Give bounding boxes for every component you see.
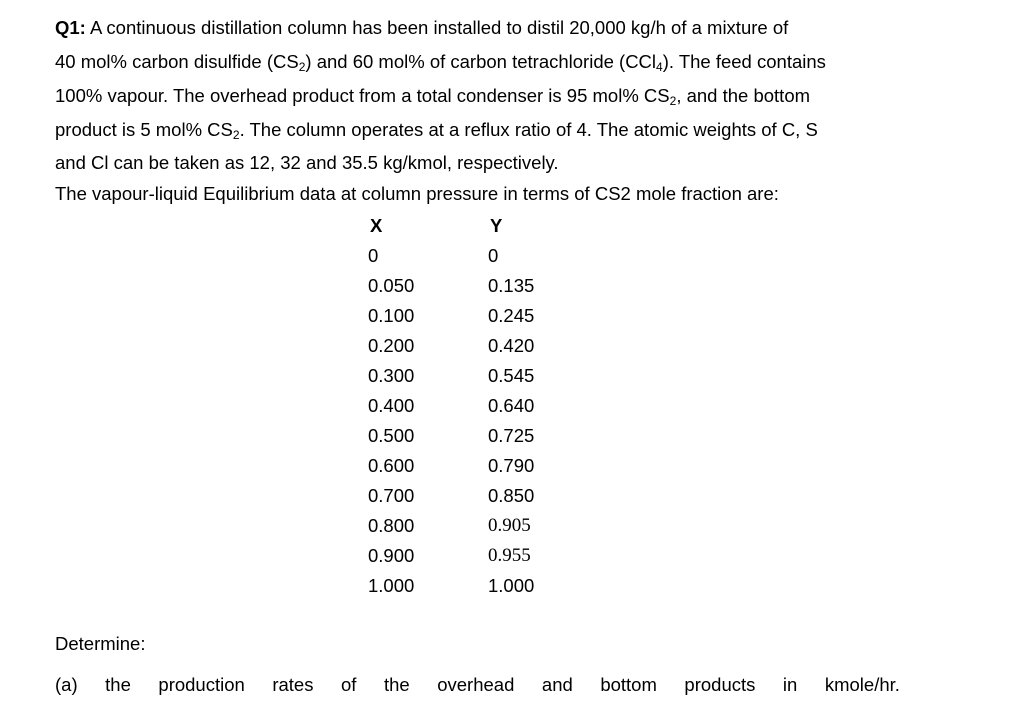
part-a-word: and (541, 674, 573, 695)
part-a-word: in (782, 674, 798, 695)
table-cell-y: 1.000 (488, 575, 535, 596)
question-line-5: and Cl can be taken as 12, 32 and 35.5 kg/kmol, respectively. (55, 152, 559, 173)
table-cell-x: 0.300 (368, 365, 415, 386)
table-cell-x: 0 (368, 245, 379, 266)
part-a-word: of (341, 674, 357, 695)
table-cell-y: 0 (488, 245, 499, 266)
table-cell-x: 0.800 (368, 515, 415, 536)
table-cell-y: 0.790 (488, 455, 535, 476)
table-cell-x: 0.900 (368, 545, 415, 566)
table-cell-y: 0.905 (488, 515, 531, 536)
question-line-1 (55, 16, 788, 40)
table-cell-y: 0.850 (488, 485, 535, 506)
question-line-2 (55, 50, 898, 74)
part-a-word: kmole/hr. (824, 674, 900, 695)
question-text: A continuous distillation column has been installed to distil 20,000 kg/h of a mixture of (89, 17, 789, 38)
part-a-word: products (684, 674, 756, 695)
part-a-question (55, 673, 900, 697)
table-cell-x: 0.600 (368, 455, 415, 476)
question-text: 40 mol% carbon disulfide $(CS_2)$ and 60 mol% of carbon tetrachloride (CCl$_4$). The feed contains (55, 51, 826, 74)
part-a-word: overhead (437, 674, 515, 695)
part-a-word: production (158, 674, 245, 695)
table-cell-x: 1.000 (368, 575, 415, 596)
table-cell-x: 0.500 (368, 425, 415, 446)
determine-label: Determine: (55, 633, 146, 654)
table-cell-y: 0.955 (488, 545, 531, 566)
table-cell-x: 0.100 (368, 305, 415, 326)
part-a-word: (a) (55, 674, 78, 695)
table-cell-x: 0.200 (368, 335, 415, 356)
part-a-word: the (383, 674, 410, 695)
part-a-word: the (105, 674, 131, 695)
table-cell-y: 0.725 (488, 425, 535, 446)
table-cell-x: 0.050 (368, 275, 415, 296)
table-cell-y: 0.135 (488, 275, 535, 296)
table-cell-x: 0.400 (368, 395, 415, 416)
vle-intro: The vapour-liquid Equilibrium data at column pressure in terms of CS2 mole fraction are: (55, 183, 779, 204)
table-header-y: Y (490, 215, 503, 236)
part-a-word: bottom (600, 674, 657, 695)
table-cell-y: 0.640 (488, 395, 535, 416)
table-cell-y: 0.420 (488, 335, 535, 356)
table-header-x: X (370, 215, 383, 236)
part-a-word: rates (272, 674, 314, 695)
table-cell-y: 0.545 (488, 365, 535, 386)
table-cell-y: 0.245 (488, 305, 535, 326)
question-line-3: 100% vapour. The overhead product from a total condenser is 95 mol% $CS_2$, and the bottom (55, 85, 811, 108)
question-line-4: product is 5 mol% $CS_2$. The column operates at a reflux ratio of 4. The atomic weights of C, S (55, 119, 818, 142)
question-label: Q1: (55, 17, 86, 38)
table-cell-x: 0.700 (368, 485, 415, 506)
